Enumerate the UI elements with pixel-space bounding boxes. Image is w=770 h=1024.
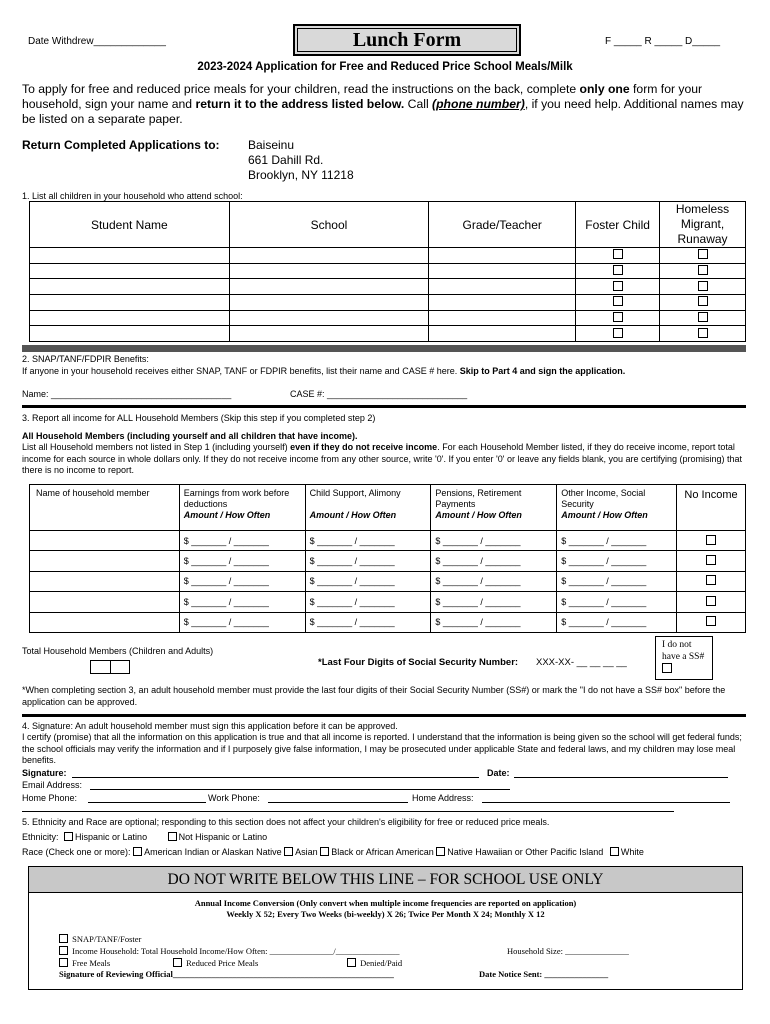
no-ssn-box[interactable]: I do not have a SS# <box>655 636 713 680</box>
step3-instructions: List all Household members not listed in Step 1 (including yourself) even if they do not receive income. For each Household Member listed, if they do receive income, report total income for each source in whole dollars only. If they do not receive income from any other source, write '0'. If you enter '0' or leave any fields blank, you are certifying (promising) that there is no income to report. <box>22 442 743 475</box>
foster-checkbox[interactable] <box>613 249 623 259</box>
col-pensions: Pensions, Retirement Payments Amount / How Often <box>431 485 557 531</box>
table-row: $ _______ / _______ $ _______ / _______ $ _______ / _______ $ _______ / _______ <box>30 612 746 632</box>
no-ssn-checkbox[interactable] <box>662 663 672 673</box>
col-no-income: No Income <box>677 485 746 531</box>
table-row: $ _______ / _______ $ _______ / _______ $ _______ / _______ $ _______ / _______ <box>30 551 746 571</box>
intro-paragraph: To apply for free and reduced price meals for your children, read the instructions on the back, complete only one form for your household, sign your name and return it to the address listed below. Call (phone number), if you need help. Additional names may be listed on a separate paper. <box>22 82 744 126</box>
income-conversion-title: Annual Income Conversion (Only convert when multiple income frequencies are reported on application) <box>194 898 577 908</box>
col-child-support: Child Support, Alimony Amount / How Often <box>305 485 431 531</box>
col-homeless: Homeless Migrant, Runaway <box>660 202 746 248</box>
col-member-name: Name of household member <box>30 485 180 531</box>
email-label: Email Address: <box>22 780 83 790</box>
race-american-indian[interactable]: American Indian or Alaskan Native <box>133 847 282 857</box>
table-row <box>30 263 746 279</box>
checkbox <box>610 847 619 856</box>
return-label: Return Completed Applications to: <box>22 138 220 152</box>
homeless-checkbox[interactable] <box>698 328 708 338</box>
date-label: Date: <box>487 768 510 778</box>
home-phone-line[interactable] <box>88 802 206 803</box>
checkbox[interactable] <box>173 958 182 967</box>
col-other-income: Other Income, Social Security Amount / How Often <box>557 485 677 531</box>
form-title-box <box>293 24 521 56</box>
foster-checkbox[interactable] <box>613 281 623 291</box>
total-members-label: Total Household Members (Children and Adults) <box>22 646 214 656</box>
date-withdrew: Date Withdrew_____________ <box>28 36 166 47</box>
checkbox <box>284 847 293 856</box>
snap-tanf-foster: SNAP/TANF/Foster <box>59 934 141 944</box>
section-divider <box>22 811 674 812</box>
col-student-name: Student Name <box>30 202 230 248</box>
foster-checkbox[interactable] <box>613 296 623 306</box>
homeless-checkbox[interactable] <box>698 296 708 306</box>
checkbox <box>64 832 73 841</box>
income-conversion-rates: Weekly X 52; Every Two Weeks (bi-weekly) X 26; Twice Per Month X 24; Monthly X 12 <box>226 909 545 919</box>
school-use-box <box>28 866 743 990</box>
race-asian[interactable]: Asian <box>284 847 318 857</box>
step4-heading: 4. Signature: An adult household member must sign this application before it can be approved. <box>22 721 398 731</box>
race-native-hawaiian[interactable]: Native Hawaiian or Other Pacific Island <box>436 847 603 857</box>
table-row: $ _______ / _______ $ _______ / _______ $ _______ / _______ $ _______ / _______ <box>30 531 746 551</box>
ethnicity-row: Ethnicity: Hispanic or Latino Not Hispanic or Latino <box>22 832 268 842</box>
table-row: $ _______ / _______ $ _______ / _______ $ _______ / _______ $ _______ / _______ <box>30 571 746 591</box>
table-row <box>30 295 746 311</box>
step3-bold-line: All Household Members (including yourself and all children that have income). <box>22 431 358 441</box>
col-earnings: Earnings from work before deductions Amount / How Often <box>179 485 305 531</box>
table-row <box>30 310 746 326</box>
col-school: School <box>229 202 429 248</box>
ssn-input[interactable]: XXX-XX- __ __ __ __ <box>536 657 627 668</box>
denied-paid: Denied/Paid <box>347 958 402 968</box>
no-income-checkbox[interactable] <box>706 535 716 545</box>
section-divider <box>22 345 746 352</box>
checkbox[interactable] <box>59 946 68 955</box>
checkbox <box>168 832 177 841</box>
income-table <box>29 484 746 633</box>
no-income-checkbox[interactable] <box>706 616 716 626</box>
homeless-checkbox[interactable] <box>698 265 708 275</box>
income-household: Income Household: Total Household Income/How Often: _______________/_______________ <box>59 946 400 956</box>
reviewing-official-signature[interactable]: Signature of Reviewing Official____________________________________________________ <box>59 969 394 979</box>
race-black[interactable]: Black or African American <box>320 847 434 857</box>
checkbox <box>133 847 142 856</box>
office-codes: F _____ R _____ D_____ <box>605 36 721 47</box>
email-line[interactable] <box>90 789 510 790</box>
ethnicity-not-hispanic[interactable]: Not Hispanic or Latino <box>168 832 268 842</box>
checkbox <box>436 847 445 856</box>
col-grade-teacher: Grade/Teacher <box>429 202 576 248</box>
checkbox[interactable] <box>347 958 356 967</box>
table-row <box>30 326 746 342</box>
checkbox <box>320 847 329 856</box>
total-members-input[interactable] <box>90 660 130 674</box>
no-income-checkbox[interactable] <box>706 575 716 585</box>
return-address: Baiseinu 661 Dahill Rd. Brooklyn, NY 11218 <box>248 138 354 182</box>
snap-name-field[interactable]: Name: ____________________________________ <box>22 389 232 399</box>
reduced-meals: Reduced Price Meals <box>173 958 258 968</box>
work-phone-line[interactable] <box>268 802 408 803</box>
ssn-footnote: *When completing section 3, an adult household member must provide the last four digits of their Social Security Number (SS#) or mark the "I do not have a SS# box" before the application can be approved. <box>22 685 726 707</box>
no-income-checkbox[interactable] <box>706 596 716 606</box>
step2-text: If anyone in your household receives either SNAP, TANF or FDPIR benefits, list their name and CASE # here. Skip to Part 4 and sign the application. <box>22 366 626 376</box>
phone-number: (phone number) <box>432 97 525 111</box>
ethnicity-hispanic[interactable]: Hispanic or Latino <box>64 832 147 842</box>
children-table <box>29 201 746 342</box>
foster-checkbox[interactable] <box>613 265 623 275</box>
page-subtitle: 2023-2024 Application for Free and Reduced Price School Meals/Milk <box>197 61 573 73</box>
foster-checkbox[interactable] <box>613 328 623 338</box>
children-rows <box>30 248 746 342</box>
home-address-label: Home Address: <box>412 793 474 803</box>
homeless-checkbox[interactable] <box>698 312 708 322</box>
ssn-label: *Last Four Digits of Social Security Number: <box>318 657 519 668</box>
home-address-line[interactable] <box>482 802 730 803</box>
race-white[interactable]: White <box>610 847 644 857</box>
signature-label: Signature: <box>22 768 67 778</box>
homeless-checkbox[interactable] <box>698 281 708 291</box>
step1-heading: 1. List all children in your household who attend school: <box>22 191 243 201</box>
work-phone-label: Work Phone: <box>208 793 260 803</box>
date-notice-sent[interactable]: Date Notice Sent: _______________ <box>479 969 609 979</box>
checkbox[interactable] <box>59 934 68 943</box>
snap-case-field[interactable]: CASE #: ____________________________ <box>290 389 468 399</box>
step3-heading: 3. Report all income for ALL Household Members (Skip this step if you completed step 2) <box>22 413 376 423</box>
signature-line[interactable] <box>72 777 479 778</box>
household-size: Household Size: _______________ <box>507 946 629 956</box>
table-row: $ _______ / _______ $ _______ / _______ $ _______ / _______ $ _______ / _______ <box>30 592 746 612</box>
free-meals: Free Meals <box>59 958 110 968</box>
checkbox[interactable] <box>59 958 68 967</box>
no-income-checkbox[interactable] <box>706 555 716 565</box>
step4-certification: I certify (promise) that all the information on this application is true and that all income is reported. I understand that the information is being given so the school will get federal funds; the school officials may verify the information and if I purposely give false information, I may be prosecuted under applicable State and federal laws, and my children may lose meal benefits. <box>22 732 742 765</box>
col-foster-child: Foster Child <box>576 202 660 248</box>
race-row: Race (Check one or more): American Indian or Alaskan Native Asian Black or African American Native Hawaiian or Other Pacific Island White <box>22 847 644 857</box>
section-divider <box>22 405 746 408</box>
section-divider <box>22 714 746 717</box>
foster-checkbox[interactable] <box>613 312 623 322</box>
school-use-banner: DO NOT WRITE BELOW THIS LINE – FOR SCHOOL USE ONLY <box>29 867 742 893</box>
table-row <box>30 279 746 295</box>
form-title: Lunch Form <box>352 29 462 51</box>
table-row <box>30 248 746 264</box>
date-line[interactable] <box>514 777 728 778</box>
home-phone-label: Home Phone: <box>22 793 78 803</box>
homeless-checkbox[interactable] <box>698 249 708 259</box>
step5-heading: 5. Ethnicity and Race are optional; responding to this section does not affect your children's eligibility for free or reduced price meals. <box>22 817 550 827</box>
step2-heading: 2. SNAP/TANF/FDPIR Benefits: <box>22 354 149 364</box>
income-rows <box>30 531 746 633</box>
